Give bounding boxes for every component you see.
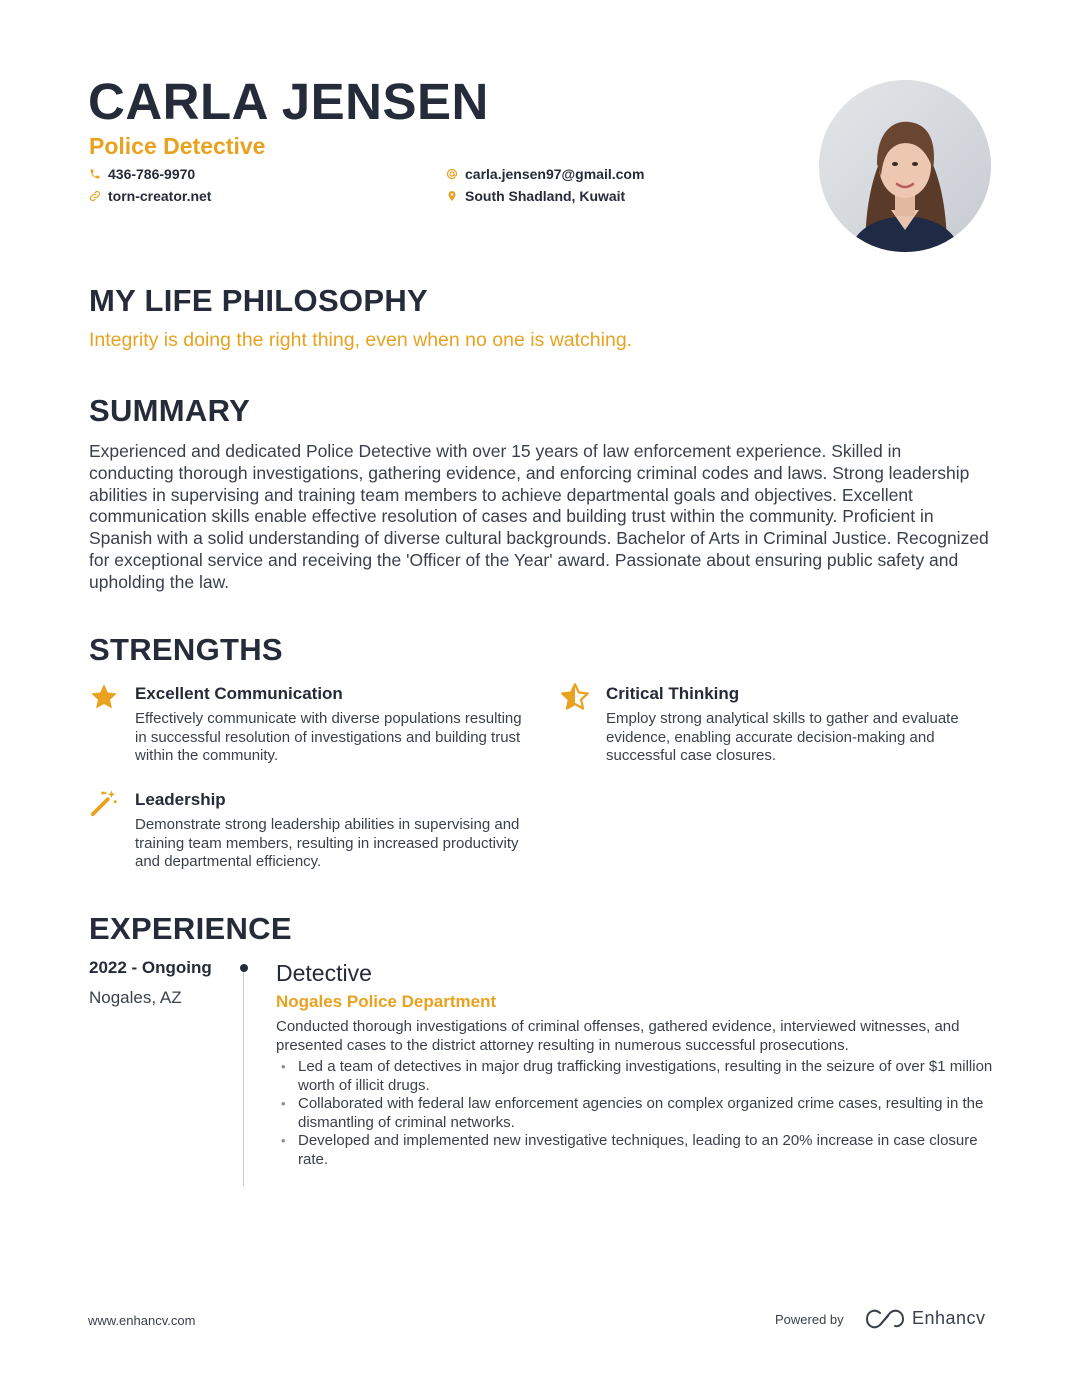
magic-wand-icon [89,788,119,818]
phone-icon [89,168,101,180]
location-text: South Shadland, Kuwait [465,188,626,204]
strength-title: Excellent Communication [135,684,343,703]
strength-desc: Effectively communicate with diverse populations resulting in successful resolution of investigations and building trust within the community. [135,710,522,764]
job-title: Police Detective [89,133,266,159]
experience-dates: 2022 - Ongoing [89,958,212,977]
contact-website [89,188,211,204]
star-icon [89,682,119,712]
strengths-heading: STRENGTHS [89,632,283,667]
summary-text: Experienced and dedicated Police Detective with over 15 years of law enforcement experience. Skilled in conducting thorough investigations, gathering evidence, and enforcing criminal codes and laws. Strong leadership abilities in supervising and training team members to achieve departmental goals and objectives. Excellent communication skills enable effective resolution of cases and building trust within the community. Proficient in Spanish with a solid understanding of diverse cultural backgrounds. Bachelor of Arts in Criminal Justice. Recognized for exceptional service and receiving the 'Officer of the Year' award. Passionate about ensuring public safety and upholding the law. [89,441,989,592]
footer-url[interactable]: www.enhancv.com [88,1313,196,1328]
experience-bullet: • Developed and implemented new investigative techniques, leading to an 20% increase in case closure rate. [276,1132,996,1169]
experience-role: Detective [276,960,372,986]
strength-desc: Employ strong analytical skills to gather and evaluate evidence, enabling accurate decision-making and successful case closures. [606,710,959,764]
email-text[interactable]: carla.jensen97@gmail.com [465,166,645,182]
at-icon [446,168,458,180]
philosophy-heading: MY LIFE PHILOSOPHY [89,283,428,318]
contact-phone [89,166,195,182]
enhancv-logo[interactable] [866,1308,986,1329]
experience-description: Conducted thorough investigations of criminal offenses, gathered evidence, interviewed witnesses, and presented cases to the district attorney resulting in numerous successful prosecutions. [276,1018,960,1054]
strength-desc: Demonstrate strong leadership abilities in supervising and training team members, resulting in increased productivity and departmental efficiency. [135,816,520,870]
timeline-dot [240,964,248,972]
experience-company: Nogales Police Department [276,992,497,1011]
profile-photo [819,80,991,252]
link-icon [89,190,101,202]
contact-location [446,188,625,204]
experience-heading: EXPERIENCE [89,911,292,946]
website-text[interactable]: torn-creator.net [108,188,212,204]
enhancv-brand-name: Enhancv [912,1308,986,1328]
strength-title: Critical Thinking [606,684,740,703]
experience-bullet: • Collaborated with federal law enforcement agencies on complex organized crime cases, resulting in the dismantling of criminal networks. [276,1095,996,1132]
experience-location: Nogales, AZ [89,988,182,1007]
philosophy-quote: Integrity is doing the right thing, even when no one is watching. [89,329,633,351]
half-star-icon [560,682,590,712]
experience-bullets [276,1058,996,1169]
summary-heading: SUMMARY [89,393,251,428]
experience-bullet: • Led a team of detectives in major drug trafficking investigations, resulting in the seizure of over $1 million worth of illicit drugs. [276,1058,996,1095]
enhancv-logo-icon [866,1309,904,1329]
contact-email [446,166,644,182]
phone-text: 436-786-9970 [108,166,196,182]
timeline-line [243,972,244,1186]
powered-by-label: Powered by [775,1312,844,1327]
strength-title: Leadership [135,790,226,809]
location-pin-icon [446,190,458,202]
candidate-name: CARLA JENSEN [88,73,489,130]
